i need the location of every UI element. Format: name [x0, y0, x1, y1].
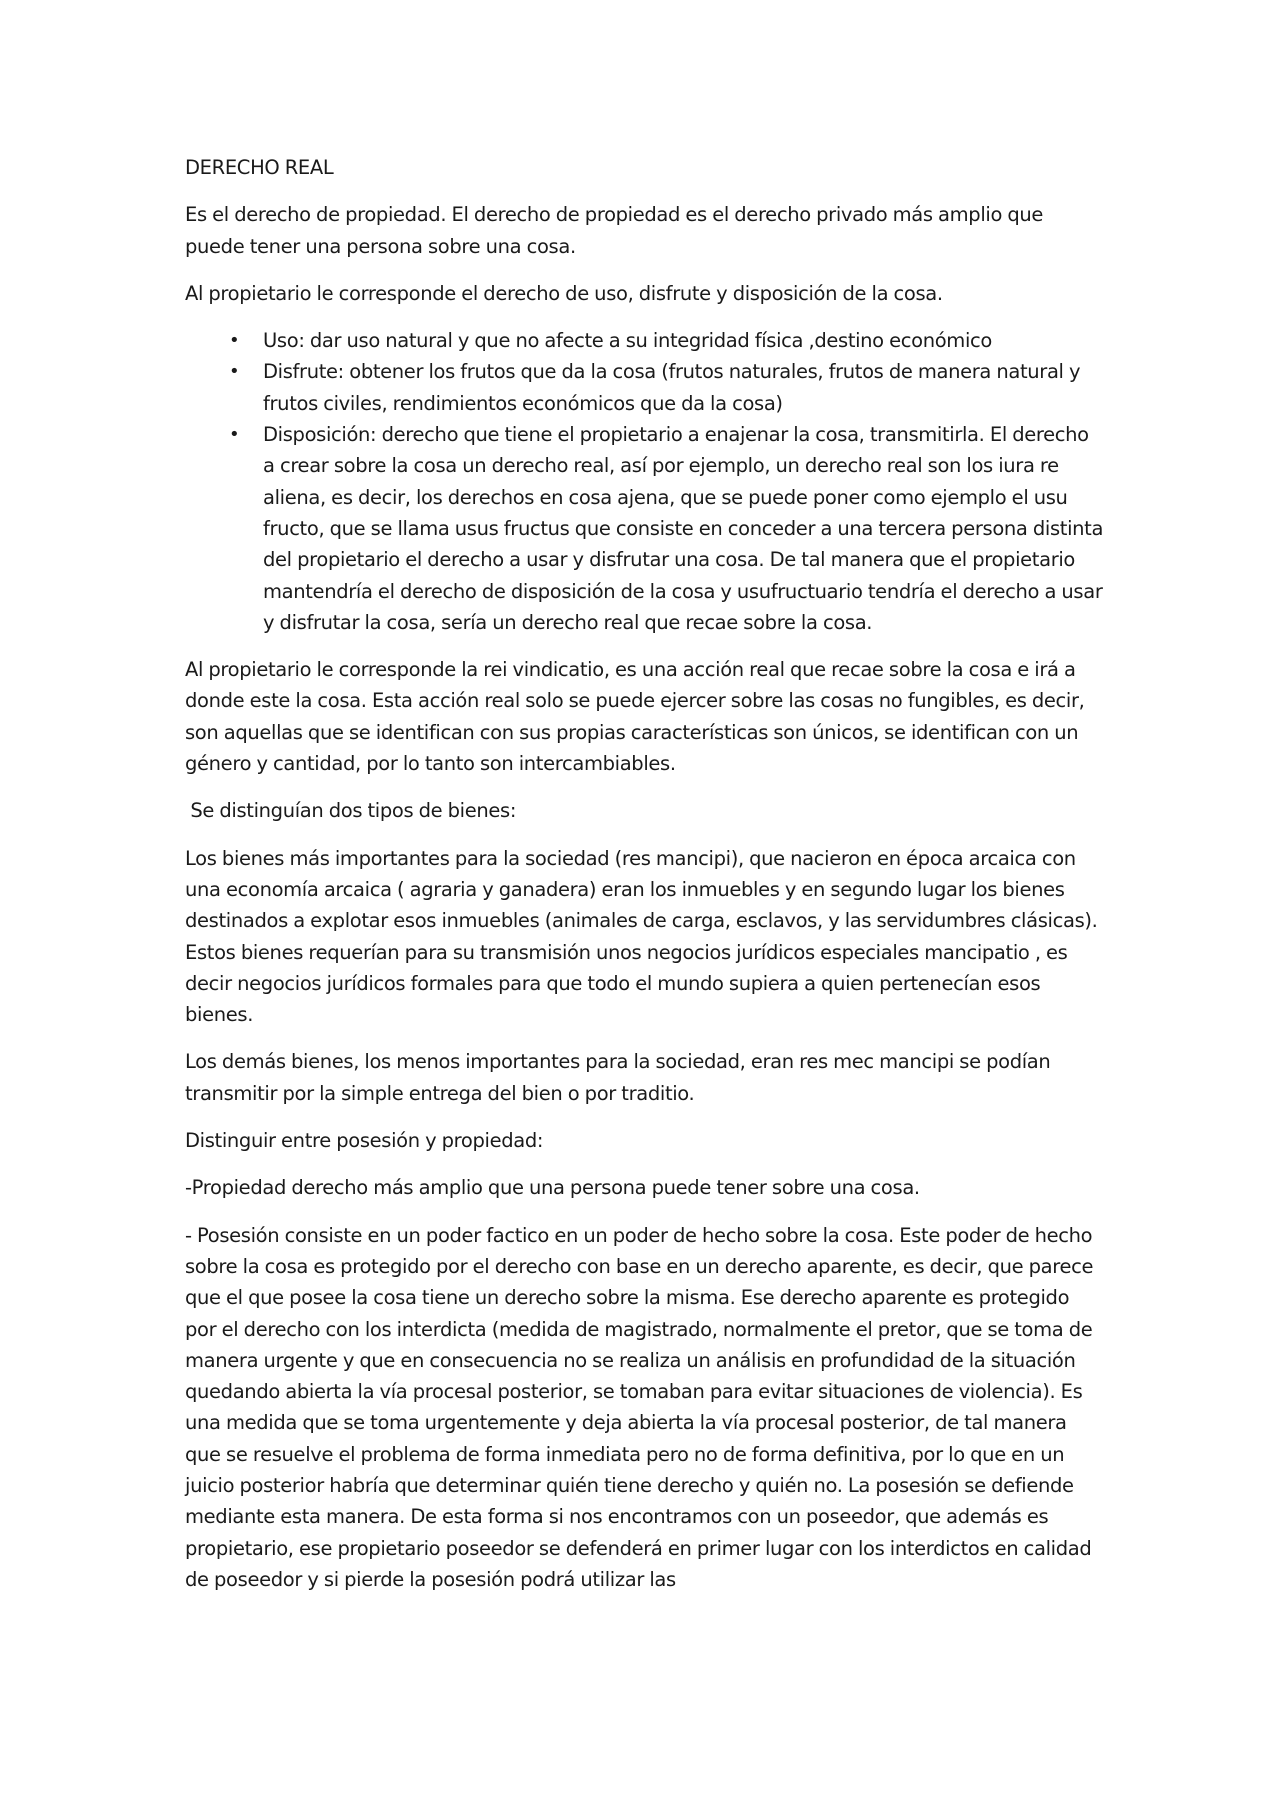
- list-item-text: Disposición: derecho que tiene el propietario a enajenar la cosa, transmitirla. El derecho a crear sobre la cosa un derecho real, así por ejemplo, un derecho real son los iura re aliena, es decir, los derechos en cosa ajena, que se puede poner como ejemplo el usu fructo, que se llama usus fructus que consiste en conceder a una tercera persona distinta del propietario el derecho a usar y disfrutar una cosa. De tal manera que el propietario mantendría el derecho de disposición de la cosa y usufructuario tendría el derecho a usar y disfrutar la cosa, sería un derecho real que recae sobre la cosa.: [263, 423, 1104, 634]
- paragraph-res-mancipi: Los bienes más importantes para la sociedad (res mancipi), que nacieron en época arcaica con una economía arcaica ( agraria y ganadera) eran los inmuebles y en segundo lugar los bienes destinados a explotar esos inmuebles (animales de carga, esclavos, y las servidumbres clásicas). Estos bienes requerían para su transmisión unos negocios jurídicos especiales mancipatio , es decir negocios jurídicos formales para que todo el mundo supiera a quien pertenecían esos bienes.: [185, 846, 1098, 1027]
- document-body: [185, 152, 1105, 1611]
- document-title: DERECHO REAL: [185, 156, 334, 179]
- paragraph-distinguir: Distinguir entre posesión y propiedad:: [185, 1129, 544, 1153]
- paragraph-res-nec-mancipi: Los demás bienes, los menos importantes para la sociedad, eran res mec mancipi se podían transmitir por la simple entrega del bien o por traditio.: [185, 1050, 1051, 1105]
- bullet-icon: •: [229, 424, 240, 446]
- list-item-disfrute: [185, 356, 1105, 419]
- rights-bullet-list: [185, 325, 1105, 638]
- paragraph-tipos-bienes: Se distinguían dos tipos de bienes:: [185, 799, 517, 823]
- list-item-uso: [185, 325, 1105, 356]
- list-item-disposicion: [185, 419, 1105, 638]
- paragraph-posesion: - Posesión consiste en un poder factico en un poder de hecho sobre la cosa. Este poder de hecho sobre la cosa es protegido por el derecho con base en un derecho aparente, es decir, que parece que el que posee la cosa tiene un derecho sobre la misma. Ese derecho aparente es protegido por el derecho con los interdicta (medida de magistrado, normalmente el pretor, que se toma de manera urgente y que en consecuencia no se realiza un análisis en profundidad de la situación quedando abierta la vía procesal posterior, se tomaban para evitar situaciones de violencia). Es una medida que se toma urgentemente y deja abierta la vía procesal posterior, de tal manera que se resuelve el problema de forma inmediata pero no de forma definitiva, por lo que en un juicio posterior habría que determinar quién tiene derecho y quién no. La posesión se defiende mediante esta manera. De esta forma si nos encontramos con un poseedor, que además es propietario, ese propietario poseedor se defenderá en primer lugar con los interdictos en calidad de poseedor y si pierde la posesión podrá utilizar las: [185, 1223, 1094, 1591]
- bullet-icon: •: [229, 330, 240, 352]
- paragraph-owner-rights: Al propietario le corresponde el derecho de uso, disfrute y disposición de la cosa.: [185, 281, 943, 305]
- list-item-text: Uso: dar uso natural y que no afecte a su integridad física ,destino económico: [263, 329, 992, 353]
- bullet-icon: •: [229, 361, 240, 383]
- list-item-text: Disfrute: obtener los frutos que da la cosa (frutos naturales, frutos de manera natural y frutos civiles, rendimientos económicos que da la cosa): [263, 360, 1081, 415]
- paragraph-propiedad: -Propiedad derecho más amplio que una persona puede tener sobre una cosa.: [185, 1176, 920, 1200]
- paragraph-rei-vindicatio: Al propietario le corresponde la rei vindicatio, es una acción real que recae sobre la cosa e irá a donde este la cosa. Esta acción real solo se puede ejercer sobre las cosas no fungibles, es decir, son aquellas que se identifican con sus propias características son únicos, se identifican con un género y cantidad, por lo tanto son intercambiables.: [185, 658, 1085, 776]
- paragraph-definition: Es el derecho de propiedad. El derecho de propiedad es el derecho privado más amplio que puede tener una persona sobre una cosa.: [185, 203, 1044, 258]
